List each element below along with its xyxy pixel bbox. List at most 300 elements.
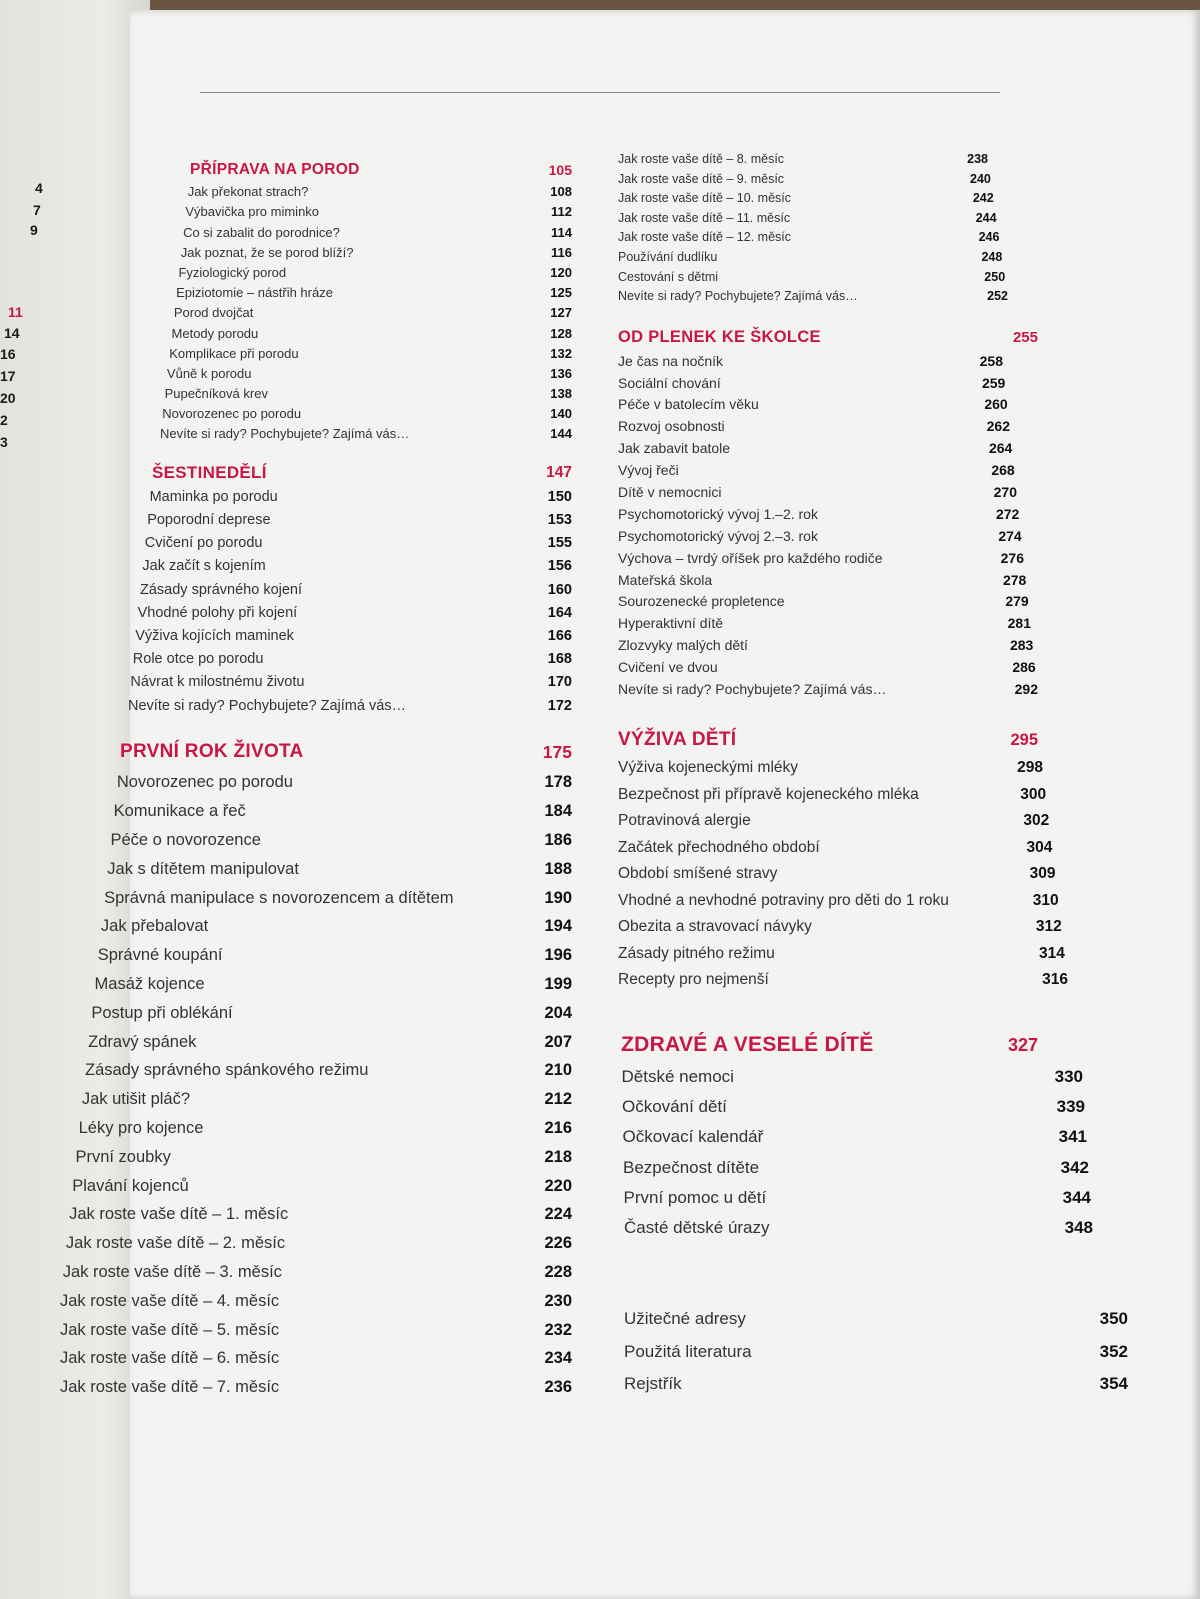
left-page-number: 3: [0, 434, 8, 450]
toc-entry-page-number: 132: [550, 345, 572, 361]
left-page-number: 9: [30, 222, 38, 238]
toc-entry-page-number: 112: [551, 204, 572, 220]
toc-entry-label: Vhodné polohy při kojení: [137, 604, 298, 621]
toc-entry-label: Jak roste vaše dítě – 2. měsíc: [65, 1234, 286, 1253]
toc-entry[interactable]: [60, 404, 572, 424]
toc-entry[interactable]: [618, 373, 1138, 395]
toc-entry[interactable]: [60, 768, 572, 797]
toc-entry-page-number: 232: [544, 1320, 572, 1339]
toc-entry[interactable]: [60, 1229, 572, 1258]
section-title: ZDRAVÉ A VESELÉ DÍTĚ: [621, 1032, 874, 1056]
toc-entry-page-number: 246: [978, 230, 1000, 245]
toc-section: [618, 1303, 1138, 1400]
section-page-number: 175: [542, 741, 572, 762]
toc-entry-page-number: 234: [544, 1349, 572, 1368]
toc-entry[interactable]: [618, 548, 1138, 570]
toc-entry[interactable]: [618, 394, 1138, 416]
toc-entry[interactable]: [60, 855, 572, 884]
left-page-number: 20: [0, 390, 16, 406]
toc-entry[interactable]: [618, 613, 1138, 635]
toc-entry-label: Hyperaktivní dítě: [618, 615, 724, 632]
toc-entry-page-number: 172: [547, 697, 572, 714]
toc-entry-page-number: 204: [544, 1003, 572, 1022]
toc-entry-label: Potravinová alergie: [618, 812, 751, 830]
toc-entry-label: První pomoc u dětí: [623, 1187, 767, 1207]
toc-entry-label: Cvičení po porodu: [144, 535, 263, 552]
toc-entry-page-number: 304: [1026, 838, 1053, 856]
toc-entry[interactable]: [60, 555, 572, 578]
toc-entry[interactable]: [60, 303, 572, 323]
section-title: ŠESTINEDĚLÍ: [152, 462, 267, 482]
toc-entry-label: Jak překonat strach?: [187, 184, 309, 200]
toc-section: [618, 1028, 1138, 1243]
toc-entry-page-number: 281: [1007, 615, 1031, 632]
toc-entry-page-number: 268: [991, 462, 1015, 479]
toc-entry-label: Časté dětské úrazy: [624, 1218, 770, 1238]
toc-entry[interactable]: [618, 835, 1138, 862]
toc-entry-label: Pupečníková krev: [164, 386, 268, 402]
toc-entry[interactable]: [618, 189, 1138, 209]
toc-entry[interactable]: [618, 287, 1138, 307]
toc-entry-label: Léky pro kojence: [78, 1119, 204, 1138]
toc-entry-page-number: 260: [984, 396, 1008, 413]
toc-entry-page-number: 298: [1017, 759, 1043, 777]
toc-entry[interactable]: [618, 967, 1138, 994]
section-heading[interactable]: [618, 725, 1138, 756]
toc-entry[interactable]: [618, 1092, 1138, 1122]
section-page-number: 255: [1012, 328, 1038, 346]
toc-entry[interactable]: [60, 999, 572, 1028]
toc-entry-label: Návrat k milostnému životu: [130, 674, 305, 691]
toc-entry-page-number: 314: [1039, 944, 1065, 962]
toc-entry-label: Období smíšené stravy: [618, 865, 778, 883]
toc-entry[interactable]: [618, 209, 1138, 229]
toc-entry-page-number: 212: [544, 1090, 572, 1109]
toc-entry-label: Výchova – tvrdý oříšek pro každého rodiče: [618, 549, 883, 566]
toc-entry[interactable]: [60, 1114, 572, 1143]
toc-entry-page-number: 309: [1029, 865, 1056, 883]
left-page-number: 7: [33, 202, 41, 218]
toc-entry[interactable]: [60, 1287, 572, 1316]
toc-entry[interactable]: [618, 1368, 1138, 1400]
toc-entry[interactable]: [618, 1122, 1138, 1152]
toc-entry-page-number: 166: [547, 627, 572, 644]
toc-entry-page-number: 230: [544, 1291, 572, 1310]
toc-entry-label: Nevíte si rady? Pochybujete? Zajímá vás…: [618, 289, 858, 304]
toc-entry-label: Fyziologický porod: [178, 264, 287, 280]
toc-entry[interactable]: [618, 482, 1138, 504]
toc-entry-page-number: 283: [1009, 637, 1034, 654]
toc-entry-label: Rejstřík: [624, 1373, 682, 1393]
toc-entry-label: Správná manipulace s novorozencem a dítětem: [104, 888, 454, 907]
toc-entry[interactable]: [60, 695, 572, 718]
section-page-number: 147: [546, 463, 572, 481]
toc-entry-label: Komplikace při porodu: [169, 345, 299, 361]
toc-entry-page-number: 156: [547, 558, 572, 575]
left-page-number: 16: [0, 346, 16, 362]
toc-entry[interactable]: [618, 504, 1138, 526]
toc-entry-page-number: 190: [544, 888, 572, 907]
toc-entry-label: Péče o novorozence: [110, 831, 261, 850]
toc-entry[interactable]: [60, 579, 572, 602]
toc-entry-page-number: 210: [544, 1061, 572, 1080]
toc-entry[interactable]: [60, 1172, 572, 1201]
toc-entry[interactable]: [618, 268, 1138, 288]
toc-entry-label: Výživa kojeneckými mléky: [618, 759, 799, 777]
toc-entry[interactable]: [618, 1303, 1138, 1335]
toc-entry-label: Cestování s dětmi: [618, 269, 719, 284]
toc-entry-page-number: 207: [544, 1032, 572, 1051]
toc-entry-label: Bezpečnost při přípravě kojeneckého mléka: [618, 785, 919, 803]
toc-entry[interactable]: [60, 625, 572, 648]
toc-entry-label: Použitá literatura: [624, 1341, 752, 1361]
toc-entry-label: Jak roste vaše dítě – 4. měsíc: [60, 1291, 280, 1310]
toc-entry-page-number: 278: [1002, 571, 1027, 588]
toc-entry[interactable]: [60, 424, 572, 444]
toc-entry-label: Cvičení ve dvou: [618, 659, 718, 676]
toc-entry[interactable]: [60, 384, 572, 404]
toc-entry-page-number: 350: [1099, 1309, 1128, 1329]
toc-entry-label: Novorozenec po porodu: [116, 773, 293, 792]
section-heading[interactable]: [618, 325, 1138, 351]
toc-entry[interactable]: [618, 861, 1138, 888]
toc-entry[interactable]: [618, 755, 1138, 782]
toc-entry-page-number: 226: [544, 1234, 572, 1253]
toc-entry[interactable]: [618, 914, 1138, 941]
toc-entry-label: Poporodní deprese: [147, 512, 271, 528]
toc-entry-page-number: 138: [550, 386, 572, 402]
toc-entry[interactable]: [60, 884, 572, 913]
toc-entry[interactable]: [60, 1373, 572, 1402]
toc-entry-label: Dítě v nemocnici: [618, 483, 722, 500]
toc-entry-label: Zásady správného kojení: [140, 581, 303, 598]
toc-entry[interactable]: [618, 228, 1138, 248]
toc-entry-label: Vhodné a nevhodné potraviny pro děti do 1 roku: [618, 891, 949, 909]
toc-entry-page-number: 286: [1012, 659, 1036, 676]
toc-entry-page-number: 341: [1058, 1127, 1087, 1147]
toc-entry[interactable]: [60, 202, 572, 222]
toc-entry-page-number: 196: [544, 946, 572, 965]
toc-entry[interactable]: [60, 826, 572, 855]
toc-entry[interactable]: [618, 438, 1138, 460]
toc-entry[interactable]: [60, 283, 572, 303]
toc-entry-label: Metody porodu: [171, 325, 259, 341]
toc-entry[interactable]: [618, 1336, 1138, 1368]
toc-entry-label: Postup při oblékání: [91, 1003, 233, 1022]
toc-entry-page-number: 218: [544, 1147, 572, 1166]
toc-entry-page-number: 302: [1023, 812, 1050, 830]
toc-entry-page-number: 128: [550, 325, 572, 341]
toc-entry-label: Vůně k porodu: [166, 365, 252, 381]
toc-entry-label: Jak zabavit batole: [618, 440, 731, 457]
toc-entry-label: Zásady pitného režimu: [618, 944, 775, 962]
toc-entry[interactable]: [618, 460, 1138, 482]
toc-entry[interactable]: [60, 344, 572, 364]
toc-entry-label: První zoubky: [75, 1147, 171, 1166]
toc-entry-page-number: 224: [544, 1205, 572, 1224]
toc-entry-page-number: 188: [544, 859, 572, 878]
toc-entry-page-number: 250: [984, 269, 1006, 284]
toc-entry-page-number: 216: [544, 1119, 572, 1138]
toc-entry-label: Obezita a stravovací návyky: [618, 918, 812, 936]
toc-entry-page-number: 344: [1062, 1187, 1091, 1207]
toc-entry-page-number: 264: [988, 440, 1013, 457]
toc-entry-label: Nevíte si rady? Pochybujete? Zajímá vás…: [618, 681, 887, 697]
toc-entry-label: Jak roste vaše dítě – 10. měsíc: [618, 191, 791, 206]
toc-entry-label: Plavání kojenců: [72, 1176, 189, 1195]
toc-entry[interactable]: [618, 635, 1138, 657]
toc-entry-page-number: 339: [1056, 1097, 1085, 1117]
toc-section: [618, 325, 1138, 701]
toc-entry-label: Porod dvojčat: [173, 305, 254, 321]
toc-entry-page-number: 168: [547, 651, 572, 668]
toc-entry-page-number: 116: [551, 244, 572, 260]
toc-entry-label: Jak roste vaše dítě – 7. měsíc: [60, 1378, 280, 1397]
toc-entry-page-number: 352: [1099, 1341, 1128, 1361]
toc-entry-label: Zásady správného spánkového režimu: [85, 1061, 369, 1080]
toc-entry-label: Výbavička pro miminko: [185, 204, 320, 220]
toc-entry[interactable]: [618, 941, 1138, 968]
toc-entry-label: Jak poznat, že se porod blíží?: [180, 244, 354, 260]
toc-entry[interactable]: [618, 416, 1138, 438]
toc-entry-page-number: 258: [979, 352, 1003, 369]
toc-section: [618, 725, 1138, 994]
toc-entry-page-number: 170: [547, 674, 572, 691]
toc-entry-label: Zlozvyky malých dětí: [618, 637, 748, 654]
toc-entry[interactable]: [60, 486, 572, 509]
toc-entry[interactable]: [60, 263, 572, 283]
section-title: PRVNÍ ROK ŽIVOTA: [120, 740, 304, 762]
toc-entry-label: Bezpečnost dítěte: [623, 1157, 760, 1177]
toc-entry-page-number: 276: [1000, 549, 1024, 566]
toc-entry-page-number: 312: [1035, 918, 1062, 936]
toc-entry-label: Co si zabalit do porodnice?: [183, 224, 340, 240]
toc-entry-page-number: 310: [1032, 891, 1059, 909]
toc-entry-page-number: 236: [544, 1378, 572, 1397]
toc-entry[interactable]: [618, 1153, 1138, 1183]
section-title: VÝŽIVA DĚTÍ: [618, 728, 737, 750]
toc-entry[interactable]: [60, 243, 572, 263]
toc-entry-page-number: 240: [970, 171, 991, 186]
toc-section: [60, 459, 572, 718]
left-page-number: 17: [0, 368, 16, 384]
toc-entry[interactable]: [60, 182, 572, 202]
toc-entry-label: Jak utišit pláč?: [81, 1090, 191, 1109]
toc-entry[interactable]: [60, 1200, 572, 1229]
toc-section: [618, 150, 1138, 307]
header-rule: [200, 92, 1000, 93]
toc-entry-page-number: 252: [987, 289, 1008, 304]
toc-entry-page-number: 248: [981, 249, 1003, 264]
toc-entry-page-number: 150: [547, 488, 572, 505]
toc-entry-page-number: 144: [550, 426, 572, 442]
toc-entry[interactable]: [618, 1213, 1138, 1243]
toc-entry[interactable]: [618, 248, 1138, 268]
toc-right-column: [618, 150, 1138, 1400]
toc-entry[interactable]: [60, 509, 572, 532]
toc-entry-label: Jak s dítětem manipulovat: [107, 859, 299, 878]
toc-entry-label: Péče v batolecím věku: [618, 396, 759, 413]
toc-entry[interactable]: [618, 808, 1138, 835]
toc-entry-page-number: 199: [544, 975, 572, 994]
toc-entry[interactable]: [618, 591, 1138, 613]
toc-entry-label: Jak roste vaše dítě – 6. měsíc: [60, 1349, 280, 1368]
left-page-number: 14: [4, 325, 20, 341]
toc-section: [60, 736, 572, 1402]
toc-entry-label: Dětské nemoci: [621, 1067, 734, 1087]
toc-entry-label: Jak roste vaše dítě – 9. měsíc: [618, 171, 785, 186]
toc-entry-label: Jak roste vaše dítě – 1. měsíc: [69, 1205, 289, 1224]
toc-entry[interactable]: [60, 532, 572, 555]
toc-entry[interactable]: [60, 941, 572, 970]
toc-entry-page-number: 238: [967, 152, 988, 166]
toc-entry-label: Jak roste vaše dítě – 3. měsíc: [62, 1263, 282, 1282]
toc-entry-page-number: 300: [1020, 785, 1047, 803]
toc-entry-label: Jak přebalovat: [100, 917, 209, 936]
toc-entry-page-number: 348: [1064, 1218, 1093, 1238]
toc-entry-page-number: 262: [986, 418, 1010, 435]
toc-entry-page-number: 155: [547, 535, 572, 552]
toc-entry-label: Psychomotorický vývoj 1.–2. rok: [618, 505, 818, 522]
toc-entry-page-number: 279: [1005, 593, 1029, 610]
toc-entry[interactable]: [60, 648, 572, 671]
toc-entry-label: Výživa kojících maminek: [135, 627, 294, 644]
toc-entry-page-number: 242: [972, 191, 994, 206]
toc-entry[interactable]: [618, 526, 1138, 548]
section-heading[interactable]: [60, 736, 572, 769]
toc-entry-label: Správné koupání: [97, 946, 223, 965]
toc-entry-label: Rozvoj osobnosti: [618, 418, 725, 435]
toc-entry[interactable]: [60, 1143, 572, 1172]
toc-entry[interactable]: [60, 1316, 572, 1345]
toc-entry-page-number: 354: [1099, 1373, 1128, 1393]
toc-entry[interactable]: [60, 1028, 572, 1057]
toc-entry-page-number: 153: [547, 512, 572, 528]
toc-entry-label: Psychomotorický vývoj 2.–3. rok: [618, 527, 818, 544]
toc-entry[interactable]: [618, 1183, 1138, 1213]
toc-entry-page-number: 108: [550, 184, 572, 200]
toc-entry-label: Jak roste vaše dítě – 8. měsíc: [618, 152, 785, 166]
toc-entry-page-number: 342: [1060, 1157, 1089, 1177]
toc-entry-label: Začátek přechodného období: [618, 838, 820, 856]
toc-entry[interactable]: [60, 1258, 572, 1287]
toc-left-column: [60, 158, 572, 1402]
toc-entry-label: Jak roste vaše dítě – 11. měsíc: [618, 210, 791, 225]
toc-entry[interactable]: [618, 570, 1138, 592]
toc-entry-label: Očkování dětí: [622, 1097, 727, 1117]
section-title: OD PLENEK KE ŠKOLCE: [618, 327, 821, 346]
toc-entry-page-number: 127: [550, 305, 572, 321]
toc-entry-label: Sociální chování: [618, 374, 721, 391]
left-page-number: 4: [35, 180, 43, 196]
toc-entry-page-number: 136: [550, 365, 572, 381]
toc-entry-label: Maminka po porodu: [149, 488, 278, 505]
toc-entry-label: Role otce po porodu: [132, 651, 264, 668]
toc-entry[interactable]: [60, 1085, 572, 1114]
toc-entry-label: Jak roste vaše dítě – 12. měsíc: [618, 230, 791, 245]
toc-entry[interactable]: [60, 1056, 572, 1085]
toc-entry[interactable]: [618, 351, 1138, 373]
toc-entry-page-number: 186: [544, 831, 572, 850]
toc-entry[interactable]: [60, 1344, 572, 1373]
toc-entry-label: Používání dudlíku: [618, 249, 718, 264]
section-page-number: 327: [1007, 1034, 1038, 1055]
toc-entry[interactable]: [618, 657, 1138, 679]
toc-entry-label: Jak roste vaše dítě – 5. měsíc: [60, 1320, 280, 1339]
toc-entry-page-number: 316: [1042, 971, 1068, 989]
toc-entry-page-number: 220: [544, 1176, 572, 1195]
toc-entry[interactable]: [618, 782, 1138, 809]
toc-entry[interactable]: [60, 797, 572, 826]
toc-entry-label: Masáž kojence: [94, 975, 205, 994]
toc-entry-label: Očkovací kalendář: [622, 1127, 764, 1147]
toc-entry-page-number: 178: [544, 773, 572, 792]
toc-entry-label: Nevíte si rady? Pochybujete? Zajímá vás…: [128, 697, 407, 714]
toc-entry-label: Novorozenec po porodu: [162, 406, 302, 422]
toc-entry-page-number: 259: [981, 374, 1006, 391]
toc-entry-page-number: 160: [547, 581, 572, 598]
toc-entry[interactable]: [60, 912, 572, 941]
toc-entry-label: Nevíte si rady? Pochybujete? Zajímá vás…: [160, 426, 410, 442]
toc-entry-label: Jak začít s kojením: [142, 558, 266, 575]
toc-entry-label: Komunikace a řeč: [113, 802, 246, 821]
toc-entry-page-number: 194: [544, 917, 572, 936]
toc-entry-page-number: 120: [550, 264, 572, 280]
section-page-number: 295: [1010, 730, 1038, 749]
toc-entry[interactable]: [60, 324, 572, 344]
section-title: PŘÍPRAVA NA POROD: [190, 161, 360, 178]
toc-entry[interactable]: [618, 150, 1138, 170]
toc-entry-page-number: 330: [1054, 1067, 1083, 1087]
toc-entry-label: Zdravý spánek: [88, 1032, 197, 1051]
toc-entry-page-number: 114: [551, 224, 572, 240]
toc-entry[interactable]: [60, 223, 572, 243]
toc-entry-page-number: 292: [1014, 681, 1038, 697]
toc-entry-label: Vývoj řeči: [618, 462, 679, 479]
toc-entry-label: Recepty pro nejmenší: [618, 971, 769, 989]
section-page-number: 105: [548, 162, 572, 178]
toc-entry-label: Je čas na nočník: [618, 352, 724, 369]
section-heading[interactable]: [60, 459, 572, 486]
toc-entry-label: Mateřská škola: [618, 571, 713, 588]
toc-entry-page-number: 140: [550, 406, 572, 422]
toc-entry[interactable]: [60, 602, 572, 625]
left-page-number: 2: [0, 412, 8, 428]
toc-entry-page-number: 228: [544, 1263, 572, 1282]
toc-entry[interactable]: [60, 970, 572, 999]
toc-entry-page-number: 272: [995, 505, 1020, 522]
toc-entry[interactable]: [60, 364, 572, 384]
toc-entry[interactable]: [618, 1062, 1138, 1092]
toc-entry-label: Sourozenecké propletence: [618, 593, 785, 610]
toc-entry-label: Užitečné adresy: [624, 1309, 746, 1329]
toc-entry-page-number: 244: [975, 210, 997, 225]
toc-entry[interactable]: [618, 170, 1138, 190]
toc-entry-page-number: 125: [550, 285, 572, 301]
toc-entry-page-number: 270: [993, 483, 1017, 500]
toc-entry-page-number: 184: [544, 802, 572, 821]
toc-entry-page-number: 164: [547, 604, 572, 621]
toc-entry[interactable]: [60, 671, 572, 694]
toc-entry[interactable]: [618, 888, 1138, 915]
section-heading[interactable]: [618, 1028, 1138, 1062]
toc-entry[interactable]: [618, 679, 1138, 701]
section-heading[interactable]: [60, 158, 572, 182]
toc-section: [60, 158, 572, 445]
toc-entry-page-number: 274: [998, 527, 1022, 544]
left-page-number: 11: [8, 304, 23, 320]
toc-entry-label: Epiziotomie – nástřih hráze: [176, 285, 333, 301]
